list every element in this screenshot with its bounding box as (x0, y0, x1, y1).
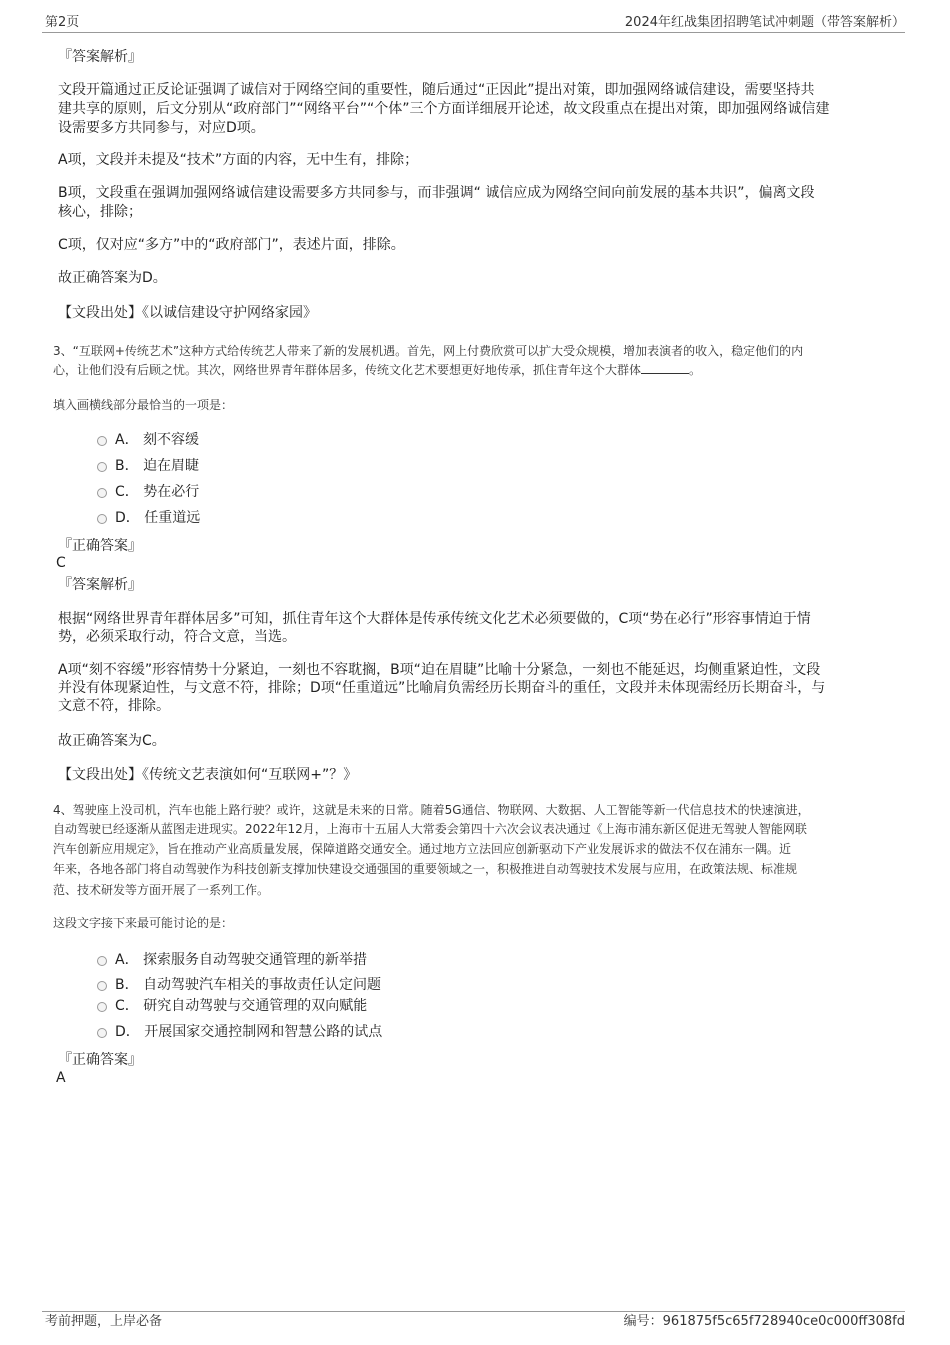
conclusion: 故正确答案为D。 (58, 270, 167, 286)
option-text: 势在必行 (143, 484, 200, 500)
question-stem: 年来，各地各部门将自动驾驶作为科技创新支撑加快建设交通强国的重要领域之一，积极推进自动驾驶技术发展与应用，在政策法规、标准规 (53, 862, 798, 876)
option-text: 自动驾驶汽车相关的事故责任认定问题 (143, 977, 382, 993)
option-text: 探索服务自动驾驶交通管理的新举措 (143, 952, 368, 968)
stem-end: 。 (689, 363, 702, 377)
question-stem (53, 361, 701, 379)
analysis-line: 设需要多方共同参与，对应D项。 (58, 120, 265, 136)
option-text: 刻不容缓 (143, 432, 200, 448)
others-analysis: 文意不符，排除。 (58, 698, 170, 714)
header-divider (42, 32, 905, 33)
page-number: 第2页 (45, 15, 80, 30)
radio-icon[interactable] (97, 514, 107, 524)
radio-icon[interactable] (97, 956, 107, 966)
document-title: 2024年红战集团招聘笔试冲刺题（带答案解析） (624, 15, 905, 30)
stem-text: 心，让他们没有后顾之忧。其次，网络世界青年群体居多，传统文化艺术要想更好地传承，抓住青年这个大群体 (53, 363, 642, 377)
radio-icon[interactable] (97, 462, 107, 472)
option-d[interactable] (97, 509, 200, 527)
answer: C (56, 555, 66, 571)
others-analysis: 并没有体现紧迫性，与文意不符，排除；D项“任重道远”比喻肩负需经历长期奋斗的重任，文段并未体现需经历长期奋斗，与 (58, 680, 826, 696)
option-c-analysis: C项，仅对应“多方”中的“政府部门”，表述片面，排除。 (58, 237, 405, 253)
footer-slogan: 考前押题，上岸必备 (45, 1314, 163, 1329)
option-b[interactable] (97, 976, 381, 994)
radio-icon[interactable] (97, 981, 107, 991)
question-stem: 自动驾驶已经逐渐从蓝图走进现实。2022年12月，上海市十五届人大常委会第四十六次会议表决通过《上海市浦东新区促进无驾驶人智能网联 (53, 822, 807, 836)
question-stem: 3、“互联网+传统艺术”这种方式给传统艺人带来了新的发展机遇。首先，网上付费欣赏可以扩大受众规模，增加表演者的收入，稳定他们的内 (53, 344, 804, 358)
analysis-label: 『答案解析』 (58, 577, 142, 593)
option-b-analysis: 核心，排除； (58, 204, 142, 220)
option-c[interactable] (97, 483, 199, 501)
analysis-label: 『答案解析』 (58, 49, 142, 65)
option-a-analysis: A项，文段并未提及“技术”方面的内容，无中生有，排除； (58, 152, 419, 168)
analysis-line: 根据“网络世界青年群体居多”可知，抓住青年这个大群体是传承传统文化艺术必须要做的，C项“势在必行”形容事情迫于情 (58, 611, 811, 627)
option-text: 任重道远 (144, 510, 201, 526)
option-text: 迫在眉睫 (143, 458, 200, 474)
option-letter: C． (115, 484, 139, 500)
option-letter: D． (115, 510, 140, 526)
option-text: 研究自动驾驶与交通管理的双向赋能 (143, 998, 368, 1014)
analysis-line: 势，必须采取行动，符合文意，当选。 (58, 629, 296, 645)
option-letter: A． (115, 952, 139, 968)
question-stem: 4、驾驶座上没司机，汽车也能上路行驶？或许，这就是未来的日常。随着5G通信、物联网、大数据、人工智能等新一代信息技术的快速演进， (53, 803, 810, 817)
analysis-line: 建共享的原则，后文分别从“政府部门”“网络平台”“个体”三个方面详细展开论述，故文段重点在提出对策，即加强网络诚信建 (58, 101, 830, 117)
option-letter: D． (115, 1024, 140, 1040)
others-analysis: A项“刻不容缓”形容情势十分紧迫，一刻也不容耽搁，B项“迫在眉睫”比喻十分紧急，一刻也不能延迟，均侧重紧迫性，文段 (58, 662, 821, 678)
analysis-line: 文段开篇通过正反论证强调了诚信对于网络空间的重要性，随后通过“正因此”提出对策，即加强网络诚信建设，需要坚持共 (58, 82, 815, 98)
answer-label: 『正确答案』 (58, 538, 142, 554)
question-prompt: 填入画横线部分最恰当的一项是： (53, 398, 234, 412)
source: 【文段出处】《传统文艺表演如何“互联网+”？》 (58, 767, 358, 783)
radio-icon[interactable] (97, 436, 107, 446)
option-letter: B． (115, 458, 139, 474)
conclusion: 故正确答案为C。 (58, 733, 166, 749)
radio-icon[interactable] (97, 488, 107, 498)
option-c[interactable] (97, 997, 367, 1015)
question-stem: 汽车创新应用规定》，旨在推动产业高质量发展，保障道路交通安全。通过地方立法回应创新驱动下产业发展诉求的做法不仅在浦东一隅。近 (53, 842, 792, 856)
document-id: 编号：961875f5c65f728940ce0c000ff308fd (623, 1314, 905, 1329)
option-letter: A． (115, 432, 139, 448)
answer-label: 『正确答案』 (58, 1052, 142, 1068)
option-b-analysis: B项，文段重在强调加强网络诚信建设需要多方共同参与，而非强调“ 诚信应成为网络空间向前发展的基本共识”，偏离文段 (58, 185, 815, 201)
source: 【文段出处】《以诚信建设守护网络家园》 (58, 305, 317, 321)
radio-icon[interactable] (97, 1002, 107, 1012)
answer: A (56, 1070, 66, 1086)
option-letter: C． (115, 998, 139, 1014)
question-stem: 范、技术研发等方面开展了一系列工作。 (53, 883, 270, 897)
option-letter: B． (115, 977, 139, 993)
question-prompt: 这段文字接下来最可能讨论的是： (53, 916, 234, 930)
option-b[interactable] (97, 457, 199, 475)
fill-blank (641, 361, 689, 374)
footer-divider (42, 1311, 905, 1312)
option-d[interactable] (97, 1023, 382, 1041)
radio-icon[interactable] (97, 1028, 107, 1038)
option-a[interactable] (97, 951, 367, 969)
option-text: 开展国家交通控制网和智慧公路的试点 (144, 1024, 383, 1040)
option-a[interactable] (97, 431, 199, 449)
